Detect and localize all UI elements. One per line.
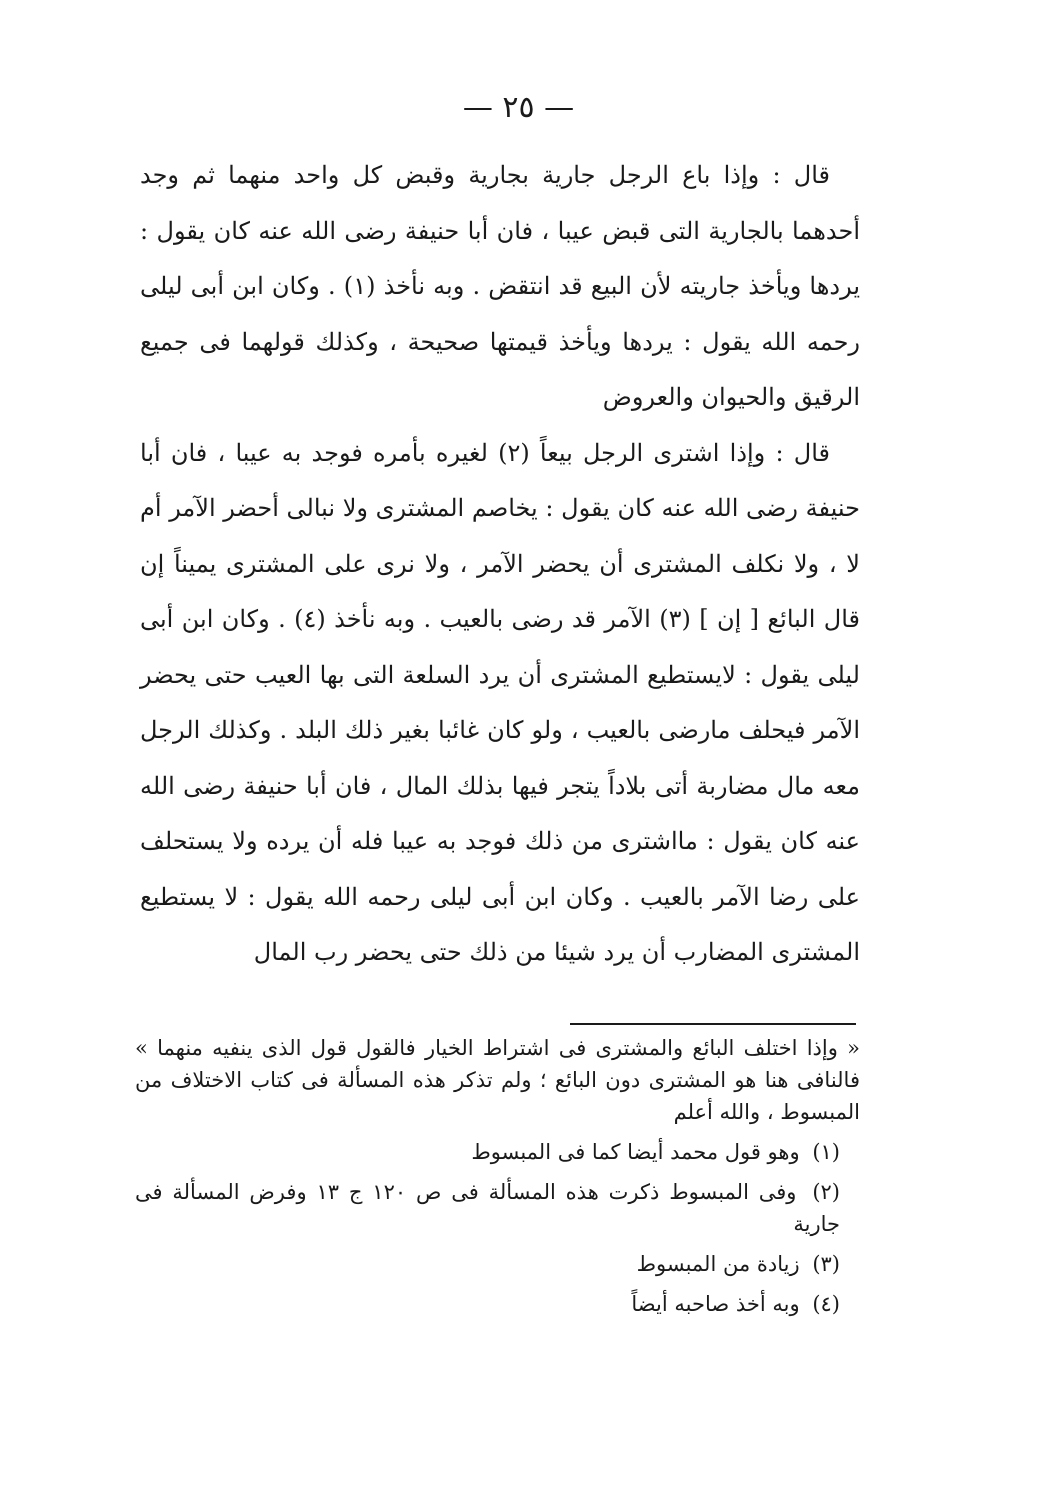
footnote-continuation: « وإذا اختلف البائع والمشترى فى اشتراط الخيار فالقول قول الذى ينفيه منهما » فالنافى هنا هو المشترى دون البائع ؛ ولم تذكر هذه المسألة فى كتاب الاختلاف من المبسوط ، والله أعلم bbox=[135, 1036, 860, 1124]
footnotes bbox=[135, 1032, 860, 1328]
footnote-2 bbox=[135, 1176, 860, 1240]
paragraph-1: قال : وإذا باع الرجل جارية بجارية وقبض كل واحد منهما ثم وجد أحدهما بالجارية التى قبض عيبا ، فان أبا حنيفة رضى الله عنه كان يقول : يردها ويأخذ جاريته لأن البيع قد انتقض . وبه نأخذ (١) . وكان ابن أبى ليلى رحمه الله يقول : يردها ويأخذ قيمتها صحيحة ، وكذلك قولهما فى جميع الرقيق والحيوان والعروض bbox=[140, 161, 861, 411]
footnote-text: زيادة من المبسوط bbox=[636, 1252, 800, 1276]
paragraph-2: قال : وإذا اشترى الرجل بيعاً (٢) لغيره بأمره فوجد به عيبا ، فان أبا حنيفة رضى الله عنه كان يقول : يخاصم المشترى ولا نبالى أحضر الآمر أم لا ، ولا نكلف المشترى أن يحضر الآمر ، ولا نرى على المشترى يميناً إن قال البائع [ إن ] (٣) الآمر قد رضى بالعيب . وبه نأخذ (٤) . وكان ابن أبى ليلى يقول : لايستطيع المشترى أن يرد السلعة التى بها العيب حتى يحضر الآمر فيحلف مارضى بالعيب ، ولو كان غائبا بغير ذلك البلد . وكذلك الرجل معه مال مضاربة أتى بلاداً يتجر فيها بذلك المال ، فان أبا حنيفة رضى الله عنه كان يقول : مااشترى من ذلك فوجد به عيبا فله أن يرده ولا يستحلف على رضا الآمر بالعيب . وكان ابن أبى ليلى رحمه الله يقول : لا يستطيع المشترى المضارب أن يرد شيئا من ذلك حتى يحضر رب المال bbox=[140, 438, 860, 966]
footnote-1 bbox=[135, 1136, 860, 1168]
main-text bbox=[140, 148, 860, 981]
footnote-4 bbox=[135, 1288, 860, 1320]
page-number: — ٢٥ — bbox=[462, 90, 575, 125]
footnote-text: وبه أخذ صاحبه أيضاً bbox=[631, 1292, 800, 1316]
footnote-number: (٣) bbox=[812, 1252, 840, 1276]
footnote-number: (١) bbox=[812, 1140, 840, 1164]
footnote-3 bbox=[135, 1248, 860, 1280]
footnote-number: (٢) bbox=[812, 1180, 840, 1204]
footnote-text: وفى المبسوط ذكرت هذه المسألة فى ص ١٢٠ ج ١٣ وفرض المسألة فى جارية bbox=[135, 1180, 840, 1236]
footnote-number: (٤) bbox=[812, 1292, 840, 1316]
footnote-divider bbox=[570, 1023, 856, 1025]
footnote-text: وهو قول محمد أيضا كما فى المبسوط bbox=[471, 1140, 800, 1164]
